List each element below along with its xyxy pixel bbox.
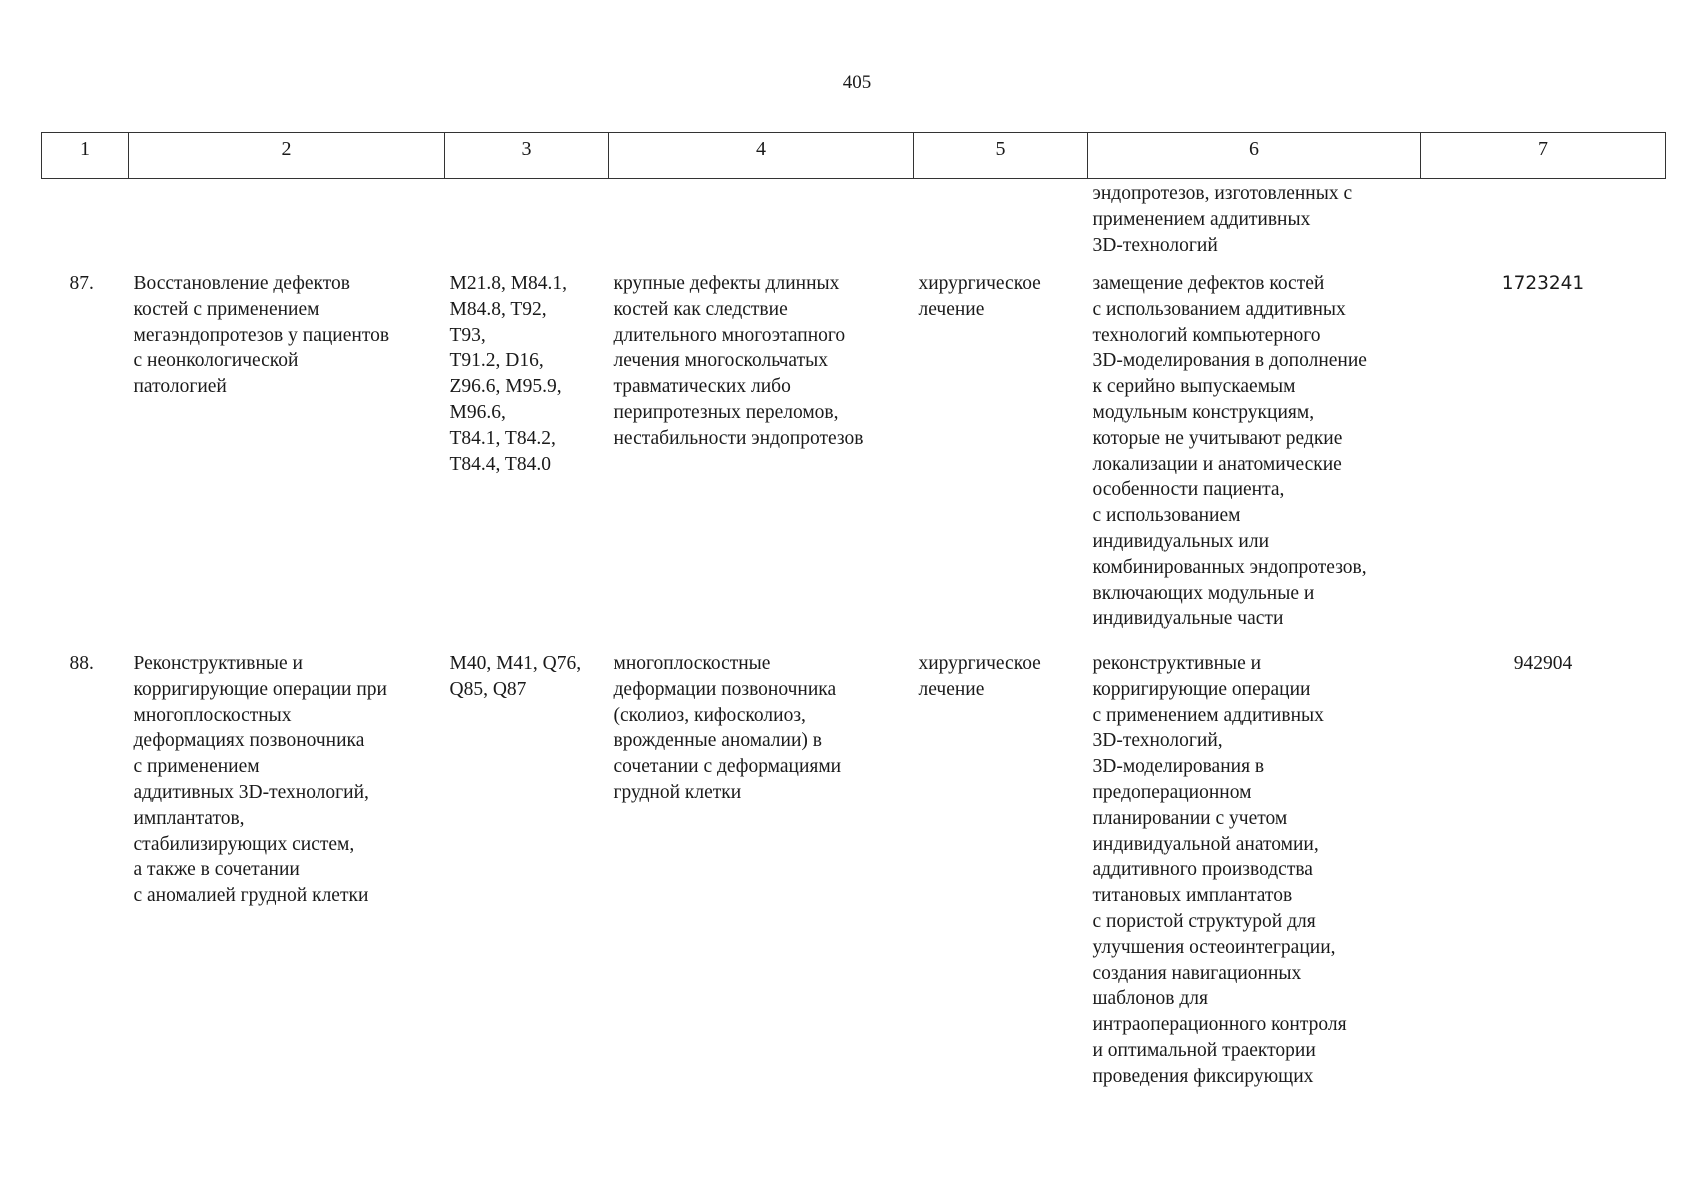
- page-number: 405: [842, 72, 872, 93]
- method-cell: реконструктивные и корригирующие операции с применением аддитивных 3D-технологий, 3D-моделирования в предоперационном планировании с учетом индивидуальной анатомии, аддитивного производства титановых имплантатов с пористой структурой для улучшения остеоинтеграции, создания навигационных шаблонов для интраоперационного контроля и оптимальной траектории проведения фиксирующих: [1092, 653, 1347, 1087]
- row-number: 88.: [69, 653, 94, 674]
- price-cell: 942904: [1513, 653, 1573, 674]
- table-row: [42, 271, 1666, 651]
- diagnosis-codes-cell: M40, M41, Q76, Q85, Q87: [449, 653, 582, 700]
- method-cell: замещение дефектов костей с использованием аддитивных технологий компьютерного 3D-моделирования в дополнение к серийно выпускаемым модульным конструкциям, которые не учитывают редкие локализации и анатомические особенности пациента, с использованием индивидуальных или комбинированных эндопротезов, включающих модульные и индивидуальные части: [1092, 273, 1367, 630]
- column-header-6: 6: [1088, 133, 1421, 179]
- column-header-7: 7: [1421, 133, 1666, 179]
- table-header: [42, 133, 1666, 179]
- treatment-type-cell: хирургическое лечение: [918, 273, 1041, 320]
- empty-cell: [129, 179, 445, 272]
- price-cell: 1723241: [1501, 273, 1585, 294]
- row-number: 87.: [69, 273, 94, 294]
- empty-cell: [42, 179, 129, 272]
- patient-model-cell: крупные дефекты длинных костей как следствие длительного многоэтапного лечения многоскольчатых травматических либо перипротезных переломов, нестабильности эндопротезов: [613, 273, 864, 449]
- continuation-row: [42, 179, 1666, 272]
- patient-model-cell: многоплоскостные деформации позвоночника (сколиоз, кифосколиоз, врожденные аномалии) в сочетании с деформациями грудной клетки: [613, 653, 842, 803]
- column-header-5: 5: [914, 133, 1088, 179]
- empty-cell: [1421, 179, 1666, 272]
- procedures-table: [41, 132, 1666, 1090]
- column-header-3: 3: [445, 133, 609, 179]
- procedure-name-cell: Реконструктивные и корригирующие операции при многоплоскостных деформациях позвоночника с применением аддитивных 3D-технологий, имплантатов, стабилизирующих систем, а также в сочетании с аномалией грудной клетки: [133, 653, 387, 907]
- table-row: [42, 651, 1666, 1090]
- empty-cell: [445, 179, 609, 272]
- column-number-row: [42, 133, 1666, 179]
- procedure-name-cell: Восстановление дефектов костей с применением мегаэндопротезов у пациентов с неонкологической патологией: [133, 273, 390, 398]
- treatment-type-cell: хирургическое лечение: [918, 653, 1041, 700]
- empty-cell: [914, 179, 1088, 272]
- empty-cell: [609, 179, 914, 272]
- column-header-4: 4: [609, 133, 914, 179]
- column-header-2: 2: [129, 133, 445, 179]
- diagnosis-codes-cell: M21.8, M84.1, M84.8, T92, T93, T91.2, D16, Z96.6, M95.9, M96.6, T84.1, T84.2, T84.4, T84.0: [449, 273, 568, 475]
- method-cell: эндопротезов, изготовленных с применением аддитивных 3D-технологий: [1092, 183, 1353, 256]
- column-header-1: 1: [42, 133, 129, 179]
